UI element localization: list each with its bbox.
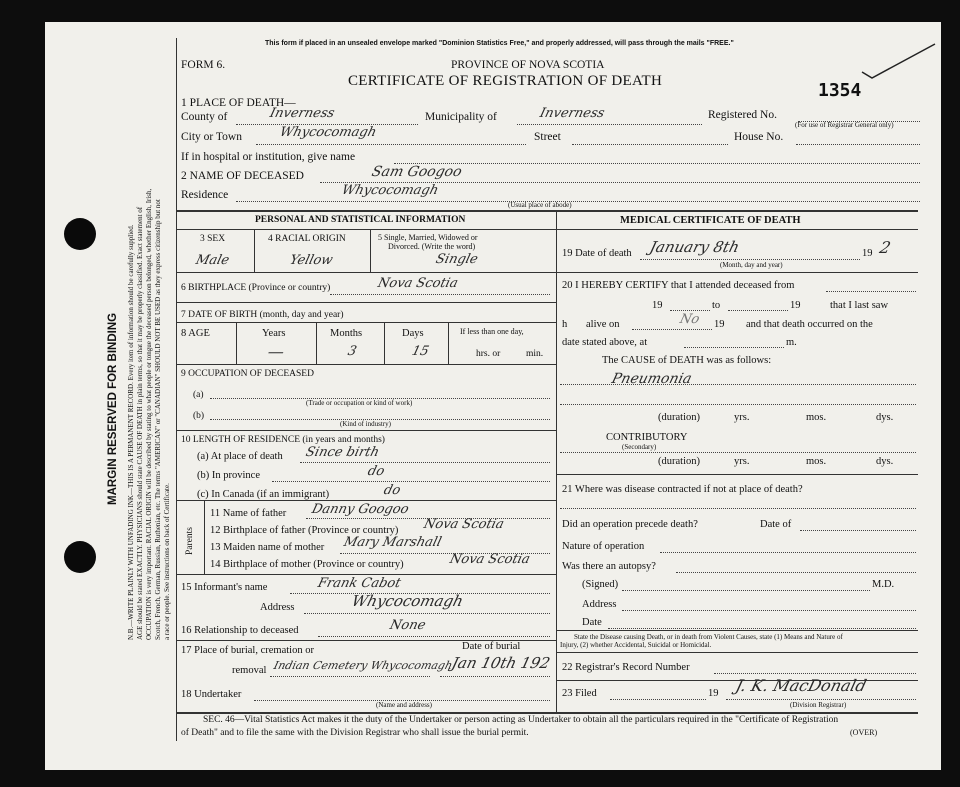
duration-label-2: (duration) xyxy=(658,456,700,467)
form-left-border xyxy=(176,38,177,741)
date-of-line xyxy=(800,530,916,531)
section-divider-bottom xyxy=(176,712,918,714)
residence-label: Residence xyxy=(181,189,229,201)
filed-label: 23 Filed xyxy=(562,688,597,699)
row-rule xyxy=(176,500,556,501)
informant-address-value: Whycocomagh xyxy=(349,592,466,610)
burial-place-value: Indian Cemetery Whycocomagh xyxy=(272,659,454,672)
date-of-death-label: 19 Date of death xyxy=(562,248,632,259)
margin-instruction-line: a race or people. See instructions on back of Certificate. xyxy=(163,483,171,640)
age-label: 8 AGE xyxy=(181,328,210,339)
to-label: to xyxy=(712,300,721,311)
age-divider xyxy=(236,322,237,364)
hospital-label: If in hospital or institution, give name xyxy=(181,151,356,163)
personal-info-heading: PERSONAL AND STATISTICAL INFORMATION xyxy=(255,215,466,225)
municipality-value: Inverness xyxy=(538,106,607,121)
margin-instruction-line: N.B.—WRITE PLAINLY WITH UNFADING INK—THIS IS A PERMANENT RECORD. Every item of information should be carefully supplied. xyxy=(127,224,135,640)
mos-label: mos. xyxy=(806,412,827,423)
m-label: m. xyxy=(786,337,797,348)
street-label: Street xyxy=(534,131,561,143)
province-heading: PROVINCE OF NOVA SCOTIA xyxy=(451,59,605,71)
row-rule xyxy=(556,474,918,475)
occupation-label: 9 OCCUPATION OF DECEASED xyxy=(181,369,314,379)
birthplace-value: Nova Scotia xyxy=(376,276,460,291)
burial-place-label: 17 Place of burial, cremation or xyxy=(181,645,314,656)
footer-line-2: of Death" and to file the same with the Division Registrar who shall issue the burial permit. xyxy=(181,728,529,738)
yrs-label: yrs. xyxy=(734,412,750,423)
autopsy-line xyxy=(676,572,916,573)
row-rule xyxy=(556,630,918,631)
registrar-line xyxy=(726,699,916,700)
row-rule xyxy=(556,272,918,273)
father-birthplace-label: 12 Birthplace of father (Province or country) xyxy=(210,525,399,536)
days-label: Days xyxy=(402,328,424,339)
duration-label: (duration) xyxy=(658,412,700,423)
nineteen-a: 19 xyxy=(652,300,663,311)
certificate-number: 1354 xyxy=(818,80,862,101)
binding-hole-bottom xyxy=(64,541,96,573)
years-value: — xyxy=(265,342,287,361)
alive-on-value: No xyxy=(678,312,702,327)
at-place-line xyxy=(300,462,550,463)
undertaker-label: 18 Undertaker xyxy=(181,689,242,700)
in-canada-label: (c) In Canada (if an immigrant) xyxy=(197,489,330,500)
signed-line xyxy=(622,590,870,591)
burial-date-value: Jan 10th 192 xyxy=(449,654,552,672)
mother-birthplace-value: Nova Scotia xyxy=(448,552,532,567)
parents-divider xyxy=(204,500,205,574)
registrar-signature: J. K. MacDonald xyxy=(733,676,869,695)
burial-date-line xyxy=(440,676,550,677)
state-disease-note-2: Injury, (2) whether Accidental, Suicidal or Homicidal. xyxy=(560,641,712,649)
contributory-line xyxy=(560,452,916,453)
cause-line xyxy=(560,384,916,385)
sex-label: 3 SEX xyxy=(200,234,226,244)
relationship-line xyxy=(318,636,550,637)
md-label: M.D. xyxy=(872,579,895,590)
h-label: h xyxy=(562,319,568,330)
row-rule xyxy=(176,272,556,273)
undertaker-note: (Name and address) xyxy=(376,701,432,709)
certify-line xyxy=(826,291,916,292)
city-line xyxy=(256,144,526,145)
in-province-line xyxy=(272,481,550,482)
months-label: Months xyxy=(330,328,363,339)
certify-label: 20 I HEREBY CERTIFY that I attended deceased from xyxy=(562,280,795,291)
nineteen-b: 19 xyxy=(790,300,801,311)
at-place-of-death-label: (a) At place of death xyxy=(197,451,283,462)
section-divider-top xyxy=(176,210,918,212)
cause-of-death-label: The CAUSE of DEATH was as follows: xyxy=(602,355,772,366)
dys-label: dys. xyxy=(876,412,894,423)
mother-name-value: Mary Marshall xyxy=(342,535,444,550)
less-than-day-label: If less than one day, xyxy=(460,327,524,336)
date-of-birth-label: 7 DATE OF BIRTH (month, day and year) xyxy=(181,310,344,320)
state-disease-note: State the Disease causing Death, or in death from Violent Causes, state (1) Means and Nature of xyxy=(574,633,843,641)
marital-value: Single xyxy=(434,252,480,267)
registered-no-label: Registered No. xyxy=(708,109,777,121)
personal-heading-rule xyxy=(176,229,556,230)
binding-hole-top xyxy=(64,218,96,250)
in-canada-value: do xyxy=(382,483,403,498)
form-number: FORM 6. xyxy=(181,59,226,71)
residence-note: (Usual place of abode) xyxy=(508,201,572,209)
age-divider xyxy=(316,322,317,364)
birthplace-label: 6 BIRTHPLACE (Province or country) xyxy=(181,283,331,293)
race-marital-divider xyxy=(370,229,371,272)
death-occurred-label: and that death occurred on the xyxy=(746,319,873,330)
city-value: Whycocomagh xyxy=(278,125,378,140)
division-registrar-note: (Division Registrar) xyxy=(790,701,847,709)
margin-instruction-line: AGE should be stated EXACTLY. PHYSICIANS should state CAUSE OF DEATH in plain terms, so that it may be properly classified. Exact statement of xyxy=(136,206,144,640)
date-of-label: Date of xyxy=(760,519,792,530)
burial-place-line xyxy=(270,676,430,677)
occupation-b-label: (b) xyxy=(193,411,205,421)
row-rule xyxy=(176,302,556,303)
min-label: min. xyxy=(526,349,544,359)
over-label: (OVER) xyxy=(850,728,878,737)
nineteen-c: 19 xyxy=(714,319,725,330)
secondary-label: (Secondary) xyxy=(622,443,657,451)
pen-check-mark xyxy=(860,40,940,80)
record-number-label: 22 Registrar's Record Number xyxy=(562,662,690,673)
column-divider xyxy=(556,210,557,712)
racial-origin-value: Yellow xyxy=(288,253,335,268)
sex-race-divider xyxy=(254,229,255,272)
in-province-label: (b) In province xyxy=(197,470,260,481)
municipality-label: Municipality of xyxy=(425,111,497,123)
at-place-of-death-value: Since birth xyxy=(304,445,381,460)
yrs-label-2: yrs. xyxy=(734,456,750,467)
name-of-deceased-value: Sam Googoo xyxy=(370,164,464,180)
row-rule xyxy=(176,430,556,431)
removal-label: removal xyxy=(232,665,267,676)
birthplace-line xyxy=(330,294,550,295)
filed-year: 19 xyxy=(708,688,719,699)
informant-name-label: 15 Informant's name xyxy=(181,582,268,593)
alive-on-line xyxy=(632,329,712,330)
registered-no-note: (For use of Registrar General only) xyxy=(795,121,894,129)
city-label: City or Town xyxy=(181,131,242,143)
burial-date-label: Date of burial xyxy=(462,641,521,652)
county-label: County of xyxy=(181,111,228,123)
margin-instruction-line: Scotch, French, German, Russian, Ruthenian, etc. The terms "AMERICAN" or "CANADIAN" SHOULD NOT BE USED as they express citizenship but not xyxy=(154,199,162,640)
parents-label: Parents xyxy=(185,527,195,555)
death-year-prefix: 19 xyxy=(862,248,873,259)
filed-line xyxy=(610,699,706,700)
margin-instruction-line: OCCUPATION is very important. RACIAL ORIGIN will be described by stating to what people or tongue the deceased person belonged, whether English, Irish, xyxy=(145,188,153,640)
relationship-value: None xyxy=(388,618,428,633)
mother-name-label: 13 Maiden name of mother xyxy=(210,542,325,553)
last-saw-label: that I last saw xyxy=(830,300,889,311)
to-line xyxy=(728,310,788,311)
margin-binding-label: MARGIN RESERVED FOR BINDING xyxy=(107,312,119,505)
name-of-deceased-label: 2 NAME OF DECEASED xyxy=(181,170,304,182)
house-no-label: House No. xyxy=(734,131,784,143)
informant-address-line xyxy=(304,613,550,614)
cause-line xyxy=(560,404,916,405)
certificate-title: CERTIFICATE OF REGISTRATION OF DEATH xyxy=(348,73,663,89)
medical-heading-rule xyxy=(556,229,918,230)
row-rule xyxy=(176,574,556,575)
occupation-b-note: (Kind of industry) xyxy=(340,420,391,428)
mother-birthplace-label: 14 Birthplace of mother (Province or country) xyxy=(210,559,404,570)
hrs-label: hrs. or xyxy=(476,349,501,359)
municipality-line xyxy=(517,124,702,125)
record-number-line xyxy=(714,673,916,674)
father-birthplace-value: Nova Scotia xyxy=(422,517,506,532)
row-rule xyxy=(176,322,556,323)
date-stated-line xyxy=(684,347,784,348)
date-of-death-line xyxy=(640,259,860,260)
doctor-date-line xyxy=(608,628,916,629)
marital-label-2: Divorced. (Write the word) xyxy=(388,242,476,251)
county-value: Inverness xyxy=(268,106,337,121)
date-of-death-value: January 8th xyxy=(647,238,742,256)
relationship-label: 16 Relationship to deceased xyxy=(181,625,299,636)
months-value: 3 xyxy=(346,344,359,359)
dys-label-2: dys. xyxy=(876,456,894,467)
footer-line-1: SEC. 46—Vital Statistics Act makes it the duty of the Undertaker or person acting as Undertaker to obtain all the particulars required in the "Certificate of Registration xyxy=(203,715,839,725)
informant-address-label: Address xyxy=(260,602,295,613)
in-province-value: do xyxy=(366,464,387,479)
racial-origin-label: 4 RACIAL ORIGIN xyxy=(268,234,346,244)
date-of-death-note: (Month, day and year) xyxy=(720,261,783,269)
residence-line xyxy=(236,201,920,202)
age-divider xyxy=(448,322,449,364)
place-of-death-heading: 1 PLACE OF DEATH— xyxy=(181,97,296,109)
nature-line xyxy=(660,552,916,553)
mos-label-2: mos. xyxy=(806,456,827,467)
father-name-value: Danny Googoo xyxy=(310,502,411,517)
length-of-residence-label: 10 LENGTH OF RESIDENCE (in years and months) xyxy=(181,435,385,445)
occupation-a-note: (Trade or occupation or kind of work) xyxy=(306,399,413,407)
nature-label: Nature of operation xyxy=(562,541,645,552)
days-value: 15 xyxy=(410,344,431,359)
father-name-label: 11 Name of father xyxy=(210,508,287,519)
autopsy-label: Was there an autopsy? xyxy=(562,561,656,572)
residence-value: Whycocomagh xyxy=(340,183,440,198)
contracted-label: 21 Where was disease contracted if not at place of death? xyxy=(562,484,803,495)
street-line xyxy=(572,144,728,145)
doctor-address-label: Address xyxy=(582,599,617,610)
alive-on-label: alive on xyxy=(586,319,620,330)
contributory-label: CONTRIBUTORY xyxy=(606,432,688,443)
row-rule xyxy=(176,364,556,365)
sex-value: Male xyxy=(194,253,231,268)
age-divider xyxy=(384,322,385,364)
signed-label: (Signed) xyxy=(582,579,619,590)
informant-name-value: Frank Cabot xyxy=(316,576,403,591)
postal-note: This form if placed in an unsealed envelope marked "Dominion Statistics Free," and properly addressed, will pass through the mails "FREE." xyxy=(265,40,734,47)
from-year-line xyxy=(670,310,710,311)
death-year-value: 2 xyxy=(877,238,893,257)
contracted-line xyxy=(560,508,916,509)
years-label: Years xyxy=(262,328,286,339)
occupation-a-label: (a) xyxy=(193,390,204,400)
marital-label-1: 5 Single, Married, Widowed or xyxy=(378,233,478,242)
date-stated-label: date stated above, at xyxy=(562,337,648,348)
operation-label: Did an operation precede death? xyxy=(562,519,698,530)
doctor-address-line xyxy=(622,610,916,611)
cause-of-death-value: Pneumonia xyxy=(610,371,694,387)
hospital-line xyxy=(394,163,920,164)
doctor-date-label: Date xyxy=(582,617,602,628)
medical-certificate-heading: MEDICAL CERTIFICATE OF DEATH xyxy=(620,215,801,226)
house-no-line xyxy=(796,144,920,145)
row-rule xyxy=(556,652,918,653)
